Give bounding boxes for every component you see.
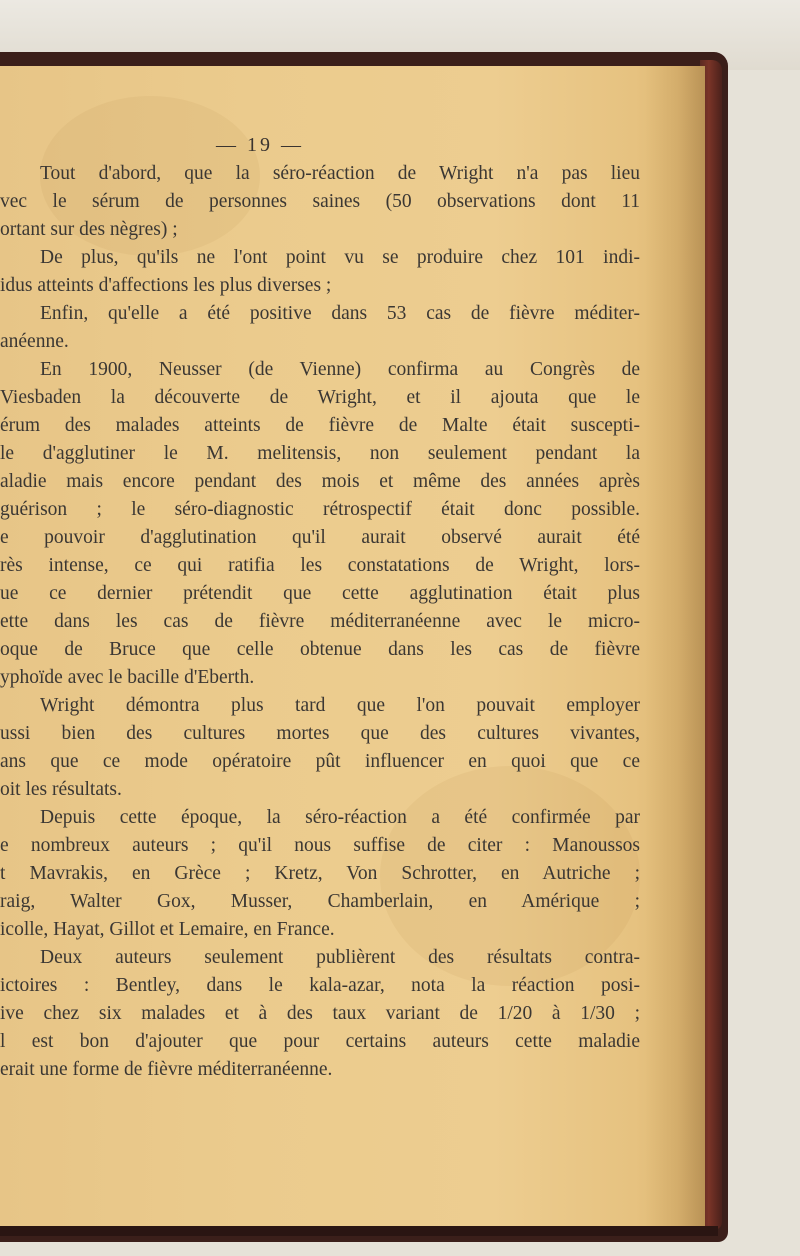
text-line: icolle, Hayat, Gillot et Lemaire, en France. xyxy=(0,919,335,940)
text-line: rès intense, ce qui ratifia les constatations de Wright, lors- xyxy=(0,555,640,576)
text-line: erait une forme de fièvre méditerranéenne. xyxy=(0,1059,333,1080)
text-line: ussi bien des cultures mortes que des cultures vivantes, xyxy=(0,723,640,744)
page-text-body xyxy=(0,160,640,1084)
text-line: aladie mais encore pendant des mois et même des années après xyxy=(0,471,640,492)
text-line: le d'agglutiner le M. melitensis, non seulement pendant la xyxy=(0,443,640,464)
text-line: Tout d'abord, que la séro-réaction de Wright n'a pas lieu xyxy=(40,163,640,184)
text-line: Depuis cette époque, la séro-réaction a été confirmée par xyxy=(40,807,640,828)
text-line: Deux auteurs seulement publièrent des résultats contra- xyxy=(40,947,640,968)
text-line: oque de Bruce que celle obtenue dans les cas de fièvre xyxy=(0,639,640,660)
text-line: ive chez six malades et à des taux variant de 1/20 à 1/30 ; xyxy=(0,1003,640,1024)
text-line: érum des malades atteints de fièvre de Malte était suscepti- xyxy=(0,415,640,436)
text-line: e pouvoir d'agglutination qu'il aurait observé aurait été xyxy=(0,527,640,548)
text-line: De plus, qu'ils ne l'ont point vu se produire chez 101 indi- xyxy=(40,247,640,268)
text-line: e nombreux auteurs ; qu'il nous suffise de citer : Manoussos xyxy=(0,835,640,856)
text-line: ortant sur des nègres) ; xyxy=(0,219,178,240)
text-line: vec le sérum de personnes saines (50 observations dont 11 xyxy=(0,191,640,212)
page-number: — 19 — xyxy=(216,134,304,156)
text-line: t Mavrakis, en Grèce ; Kretz, Von Schrotter, en Autriche ; xyxy=(0,863,640,884)
text-line: idus atteints d'affections les plus diverses ; xyxy=(0,275,332,296)
text-line: Enfin, qu'elle a été positive dans 53 cas de fièvre méditer- xyxy=(40,303,640,324)
text-line: yphoïde avec le bacille d'Eberth. xyxy=(0,667,255,688)
page-gutter-shadow xyxy=(645,66,705,1232)
text-line: guérison ; le séro-diagnostic rétrospectif était donc possible. xyxy=(0,499,640,520)
text-line: ette dans les cas de fièvre méditerranéenne avec le micro- xyxy=(0,611,640,632)
book-bottom-edge xyxy=(0,1226,718,1236)
text-line: l est bon d'ajouter que pour certains auteurs cette maladie xyxy=(0,1031,640,1052)
text-line: ans que ce mode opératoire pût influencer en quoi que ce xyxy=(0,751,640,772)
text-line: oit les résultats. xyxy=(0,779,122,800)
text-line: ictoires : Bentley, dans le kala-azar, nota la réaction posi- xyxy=(0,975,640,996)
text-line: En 1900, Neusser (de Vienne) confirma au Congrès de xyxy=(40,359,640,380)
text-line: Wright démontra plus tard que l'on pouvait employer xyxy=(40,695,640,716)
text-line: raig, Walter Gox, Musser, Chamberlain, en Amérique ; xyxy=(0,891,640,912)
text-line: Viesbaden la découverte de Wright, et il ajouta que le xyxy=(0,387,640,408)
text-line: ue ce dernier prétendit que cette agglutination était plus xyxy=(0,583,640,604)
text-line: anéenne. xyxy=(0,331,69,352)
